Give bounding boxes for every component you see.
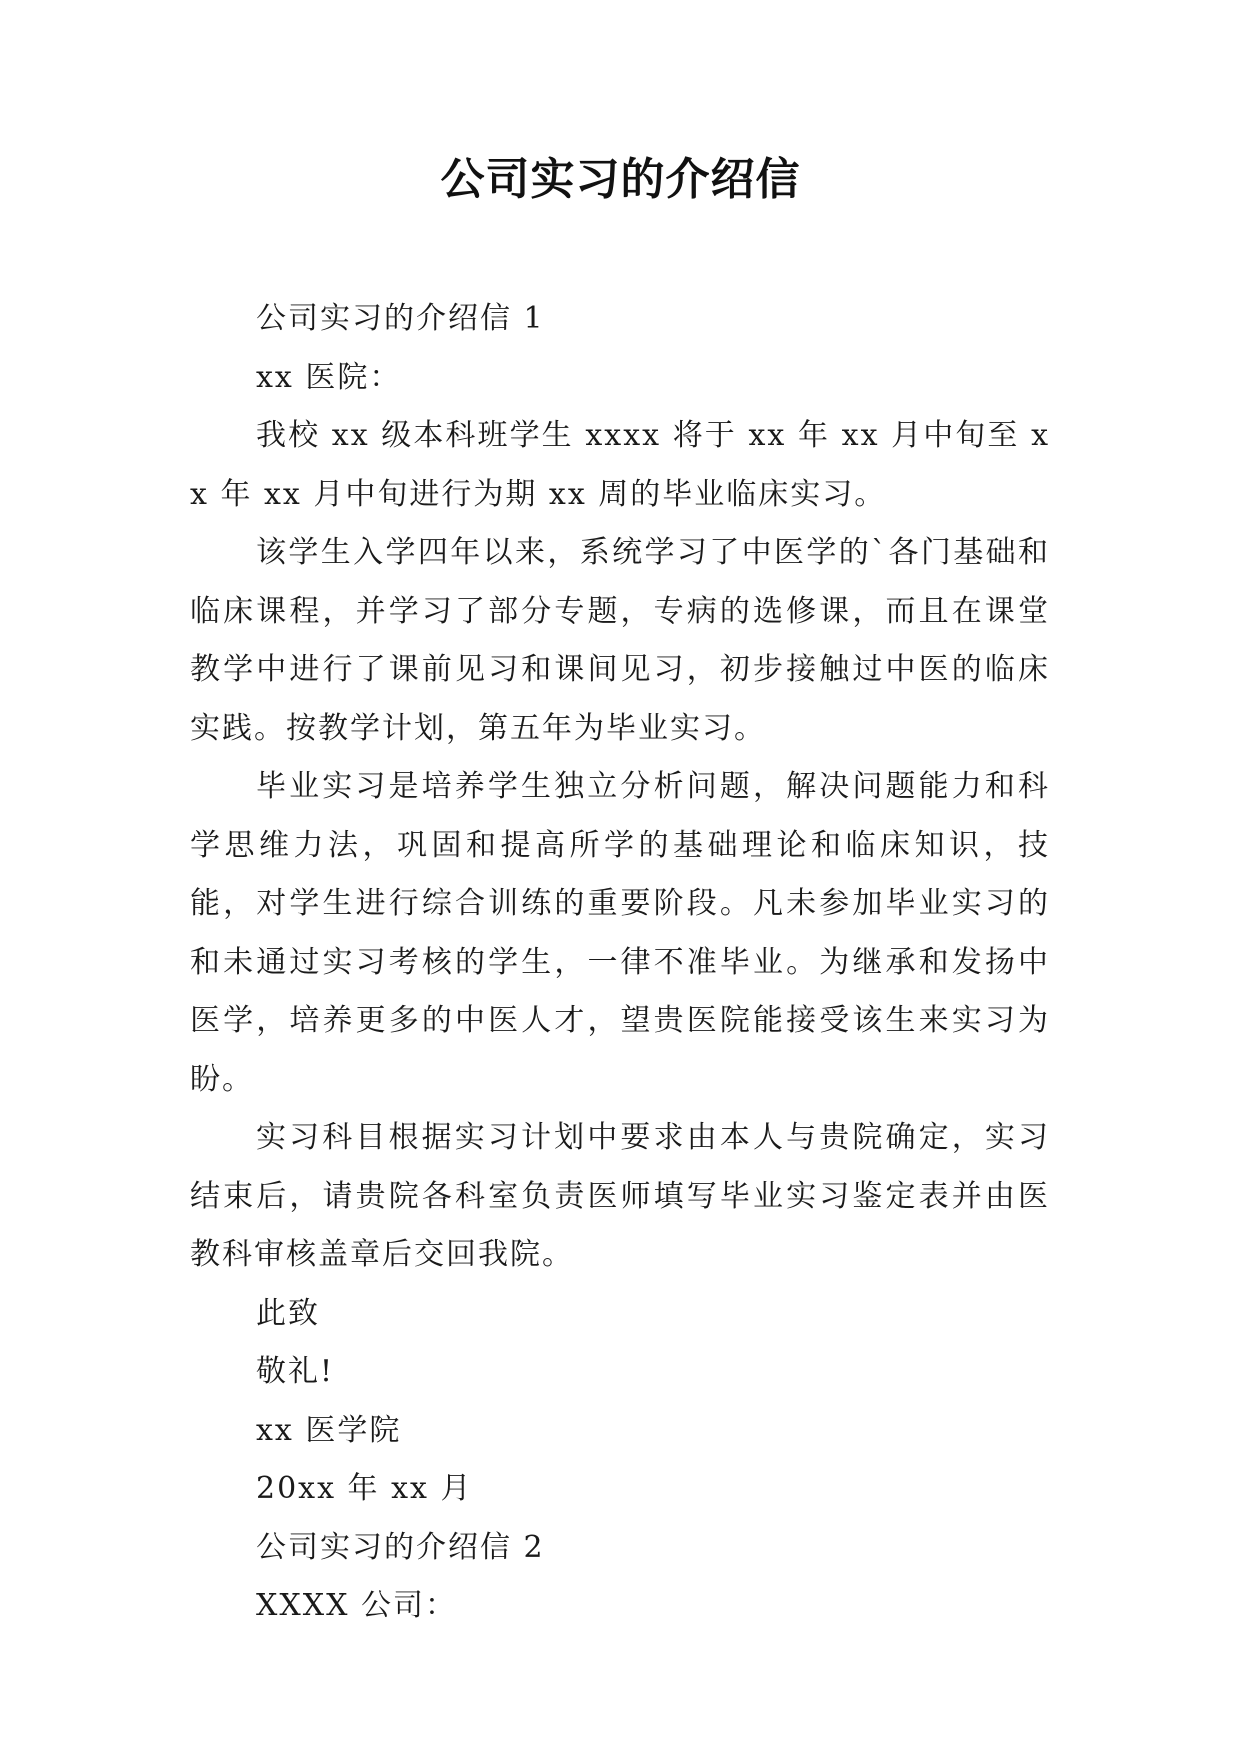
letter1-salutation: xx 医院： <box>256 359 402 395</box>
letter1-paragraph-3: 毕业实习是培养学生独立分析问题，解决问题能力和科学思维力法，巩固和提高所学的基础理论和临床知识，技能，对学生进行综合训练的重要阶段。凡未参加毕业实习的和未通过实习考核的学生，一律不准毕业。为继承和发扬中医学，培养更多的中医人才，望贵医院能接受该生来实习为盼。 <box>190 769 1050 1097</box>
letter1-heading: 公司实习的介绍信 1 <box>256 301 545 336</box>
letter1-date: 20xx 年 xx 月 <box>256 1471 473 1506</box>
letter2-salutation: XXXX 公司： <box>256 1588 457 1623</box>
letter1-paragraph-4: 实习科目根据实习计划中要求由本人与贵院确定，实习结束后，请贵院各科室负责医师填写毕业实习鉴定表并由医教科审核盖章后交回我院。 <box>190 1120 1050 1272</box>
letter1-paragraph-2: 该学生入学四年以来，系统学习了中医学的`各门基础和临床课程，并学习了部分专题，专病的选修课，而且在课堂教学中进行了课前见习和课间见习，初步接触过中医的临床实践。按教学计划，第五年为毕业实习。 <box>190 535 1050 746</box>
letter2-heading: 公司实习的介绍信 2 <box>256 1529 545 1565</box>
document-body <box>190 290 1050 1636</box>
letter1-closing-2: 敬礼! <box>256 1354 335 1389</box>
letter1-closing-1: 此致 <box>256 1295 320 1331</box>
letter1-paragraph-1: 我校 xx 级本科班学生 xxxx 将于 xx 年 xx 月中旬至 xx 年 xx 月中旬进行为期 xx 周的毕业临床实习。 <box>190 418 1050 512</box>
document-title: 公司实习的介绍信 <box>440 154 801 205</box>
letter1-signature: xx 医学院 <box>256 1412 402 1448</box>
